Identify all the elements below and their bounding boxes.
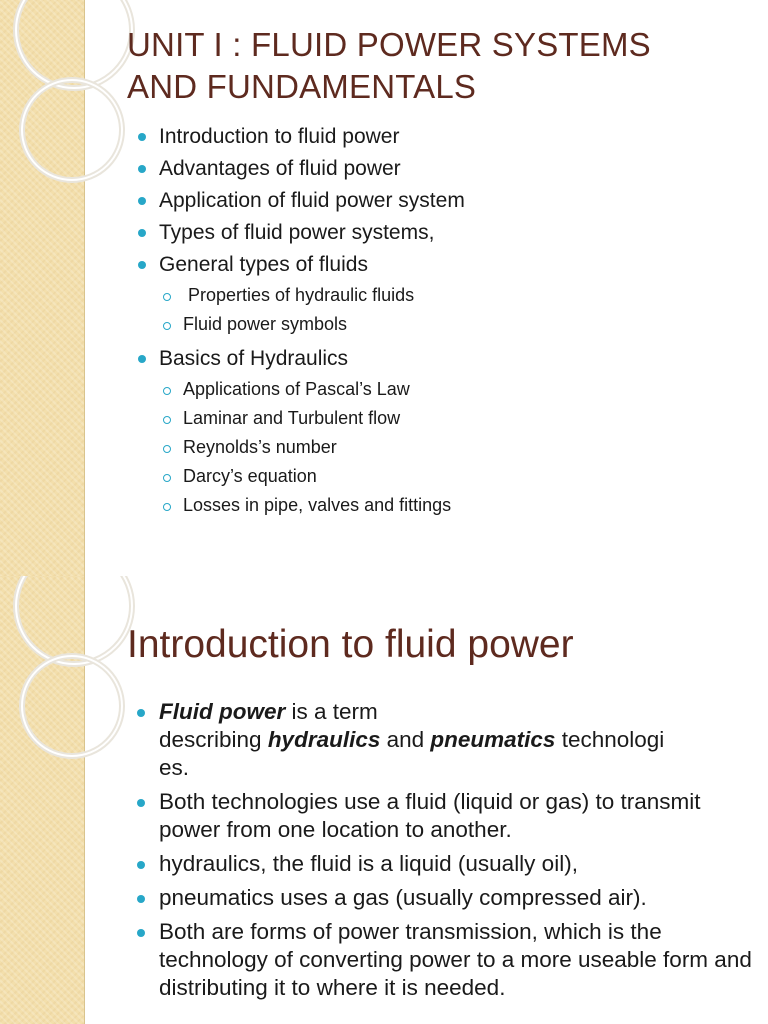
- text-segment: and: [380, 727, 431, 752]
- text-segment: describing: [159, 727, 268, 752]
- list-item-label: General types of fluids: [159, 253, 368, 276]
- list-item: Application of fluid power system: [138, 185, 738, 217]
- sub-list-item: Laminar and Turbulent flow: [161, 404, 738, 433]
- list-item: hydraulics, the fluid is a liquid (usually oil),: [137, 850, 757, 878]
- text-segment: is a term: [285, 699, 378, 724]
- title-line-1: UNIT I : FLUID POWER SYSTEMS: [127, 26, 651, 63]
- list-item-fluids: [138, 249, 738, 339]
- slide-2: [0, 576, 768, 1024]
- term-pneumatics: pneumatics: [430, 727, 556, 752]
- text-segment: technologi: [555, 727, 665, 752]
- ring-upper: [16, 0, 132, 88]
- intro-list: [137, 698, 757, 1008]
- term-hydraulics: hydraulics: [267, 727, 381, 752]
- list-item-hydraulics: [138, 343, 738, 520]
- term-fluid-power: Fluid power: [159, 699, 286, 724]
- sub-list-item: Reynolds’s number: [161, 433, 738, 462]
- sub-list-item: Applications of Pascal’s Law: [161, 375, 738, 404]
- decorative-rings: [0, 0, 140, 260]
- slide-2-title: Introduction to fluid power: [127, 623, 574, 666]
- topic-list: [138, 121, 738, 524]
- ring-upper: [16, 576, 132, 664]
- hydraulics-sublist: [159, 375, 738, 520]
- sub-list-item: Darcy’s equation: [161, 462, 738, 491]
- list-item: Both technologies use a fluid (liquid or gas) to transmit power from one location to another.: [137, 788, 757, 844]
- sub-list-item: Fluid power symbols: [161, 310, 738, 339]
- list-item: pneumatics uses a gas (usually compressed air).: [137, 884, 757, 912]
- sub-list-item: Properties of hydraulic fluids: [161, 281, 738, 310]
- ring-lower-highlight: [22, 656, 122, 756]
- list-item-definition: [137, 698, 757, 782]
- list-item: Advantages of fluid power: [138, 153, 738, 185]
- fluids-sublist: [159, 281, 738, 339]
- list-item: Types of fluid power systems,: [138, 217, 738, 249]
- list-item: Both are forms of power transmission, which is the technology of converting power to a more useable form and distributing it to where it is needed.: [137, 918, 757, 1002]
- list-item-label: Basics of Hydraulics: [159, 347, 349, 370]
- decorative-rings: [0, 576, 140, 796]
- slide-1-title: [127, 24, 651, 108]
- sub-list-item: Losses in pipe, valves and fittings: [161, 491, 738, 520]
- ring-lower-highlight: [22, 80, 122, 180]
- title-line-2: AND FUNDAMENTALS: [127, 68, 477, 105]
- list-item: Introduction to fluid power: [138, 121, 738, 153]
- text-segment: es.: [159, 755, 190, 780]
